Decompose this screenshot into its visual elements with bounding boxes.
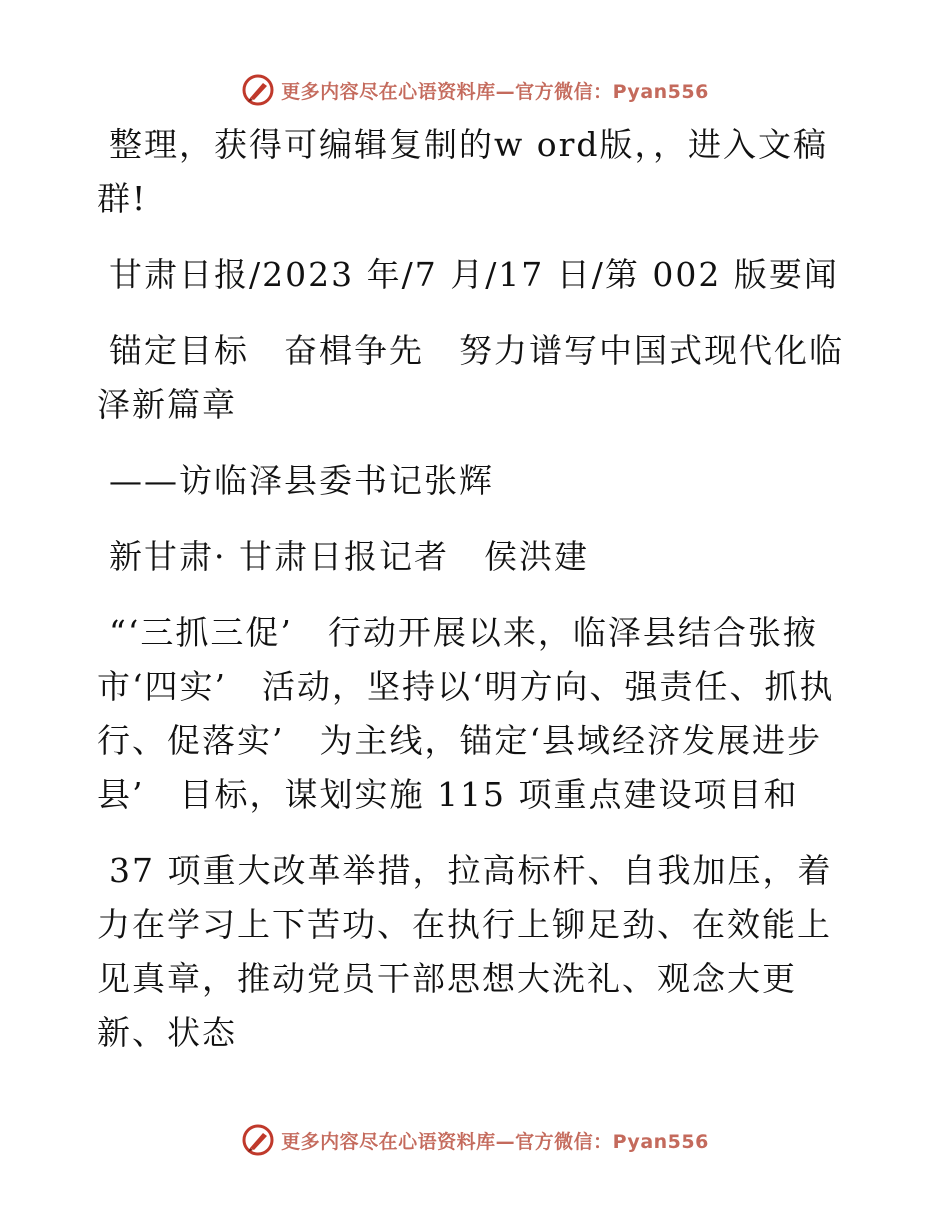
header-banner-text: 更多内容尽在心语资料库—官方微信：Pyan556 [281, 80, 709, 103]
paragraph-source-line: 甘肃日报/2023 年/7 月/17 日/第 002 版要闻 [109, 255, 839, 294]
article-subheadline: ——访临泽县委书记张辉 [109, 461, 494, 500]
paragraph-body-2: 37 项重大改革举措，拉高标杆、自我加压，着力在学习上下苦功、在执行上铆足劲、在效能上见真章，推动党员干部思想大洗礼、观念大更新、状态 [97, 851, 833, 1052]
paragraph-body-1: “‘三抓三促’ 行动开展以来，临泽县结合张掖市‘四实’ 活动，坚持以‘明方向、强责任、抓执行、促落实’ 为主线，锚定‘县域经济发展进步县’ 目标，谋划实施 115 项重点建设项目和 [97, 613, 835, 814]
paragraph-intro: 整理，获得可编辑复制的w ord版，，进入文稿群! [97, 125, 829, 218]
footer-watermark-banner [0, 1120, 950, 1160]
pen-logo-icon [241, 73, 275, 107]
footer-banner-text: 更多内容尽在心语资料库—官方微信：Pyan556 [281, 1130, 709, 1153]
article-headline: 锚定目标 奋楫争先 努力谱写中国式现代化临泽新篇章 [97, 331, 844, 424]
document-body [97, 118, 857, 1082]
header-watermark-banner [0, 70, 950, 110]
article-byline: 新甘肃· 甘肃日报记者 侯洪建 [109, 537, 589, 576]
pen-logo-icon [241, 1123, 275, 1157]
